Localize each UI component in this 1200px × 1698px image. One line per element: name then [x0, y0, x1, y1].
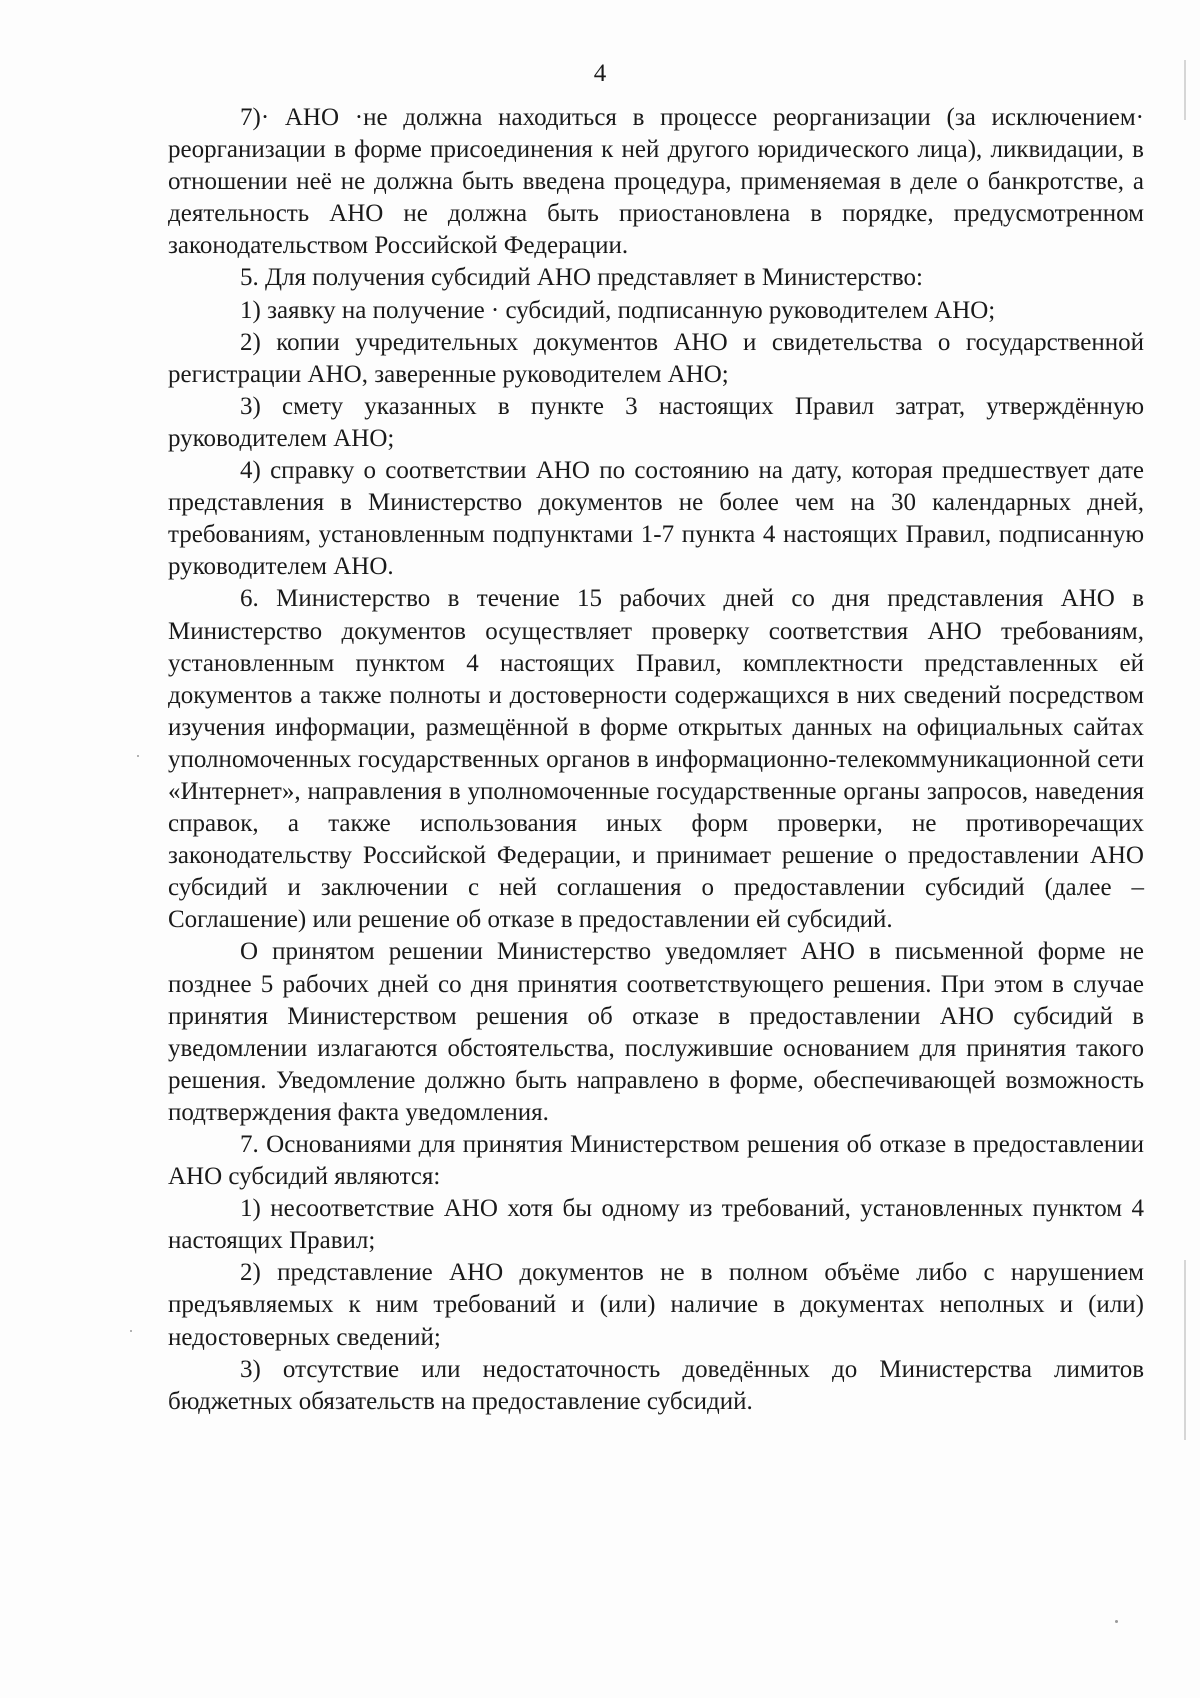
- paragraph-7-3: 3) отсутствие или недостаточность доведённых до Министерства лимитов бюджетных обязательств на предоставление субсидий.: [168, 1355, 1144, 1415]
- page-number: 4: [593, 60, 607, 87]
- scan-speck: [1115, 1620, 1118, 1623]
- paragraph-4-7: 7)· АНО ·не должна находиться в процессе реорганизации (за исключением· реорганизации в форме присоединения к ней другого юридического лица), ликвидации, в отношении неё не должна быть введена процедура, применяемая в деле о банкротстве, а деятельность АНО не должна быть приостановлена в порядке, предусмотренном законодательством Российской Федерации.: [168, 104, 1144, 260]
- paragraph-7: 7. Основаниями для принятия Министерством решения об отказе в предоставлении АНО субсидий являются:: [168, 1131, 1144, 1191]
- paragraph-5: 5. Для получения субсидий АНО представляет в Министерство:: [240, 264, 923, 292]
- paragraph-5-4: 4) справку о соответствии АНО по состоянию на дату, которая предшествует дате представления в Министерство документов не более чем на 30 календарных дней, требованиям, установленным подпунктами 1-7 пункта 4 настоящих Правил, подписанную руководителем АНО.: [168, 457, 1144, 581]
- scan-edge-mark: [1184, 60, 1186, 120]
- paragraph-7-2: 2) представление АНО документов не в полном объёме либо с нарушением предъявляемых к ним требований и (или) наличие в документах неполных и (или) недостоверных сведений;: [168, 1259, 1144, 1351]
- paragraph-5-2: 2) копии учредительных документов АНО и свидетельства о государственной регистрации АНО, заверенные руководителем АНО;: [168, 328, 1144, 388]
- scan-speck: [137, 755, 139, 757]
- document-body: [168, 102, 1144, 1418]
- paragraph-5-1: 1) заявку на получение · субсидий, подписанную руководителем АНО;: [240, 296, 996, 324]
- paragraph-6-notice: О принятом решении Министерство уведомляет АНО в письменной форме не позднее 5 рабочих дней со дня принятия соответствующего решения. При этом в случае принятия Министерством решения об отказе в предоставлении АНО субсидий в уведомлении излагаются обстоятельства, послужившие основанием для принятия такого решения. Уведомление должно быть направлено в форме, обеспечивающей возможность подтверждения факта уведомления.: [168, 938, 1144, 1126]
- scan-edge-mark: [1184, 1260, 1186, 1440]
- paragraph-7-1: 1) несоответствие АНО хотя бы одному из требований, установленных пунктом 4 настоящих Правил;: [168, 1195, 1144, 1255]
- paragraph-5-3: 3) смету указанных в пункте 3 настоящих Правил затрат, утверждённую руководителем АНО;: [168, 392, 1144, 452]
- paragraph-6: 6. Министерство в течение 15 рабочих дней со дня представления АНО в Министерство документов осуществляет проверку соответствия АНО требованиям, установленным пунктом 4 настоящих Правил, комплектности представленных ей документов а также полноты и достоверности содержащихся в них сведений посредством изучения информации, размещённой в форме открытых данных на официальных сайтах уполномоченных государственных органов в информационно-телекоммуникационной сети «Интернет», направления в уполномоченные государственные органы запросов, наведения справок, а также использования иных форм проверки, не противоречащих законодательству Российской Федерации, и принимает решение о предоставлении АНО субсидий и заключении с ней соглашения о предоставлении субсидий (далее – Соглашение) или решение об отказе в предоставлении ей субсидий.: [168, 585, 1144, 934]
- scan-speck: [130, 1330, 132, 1332]
